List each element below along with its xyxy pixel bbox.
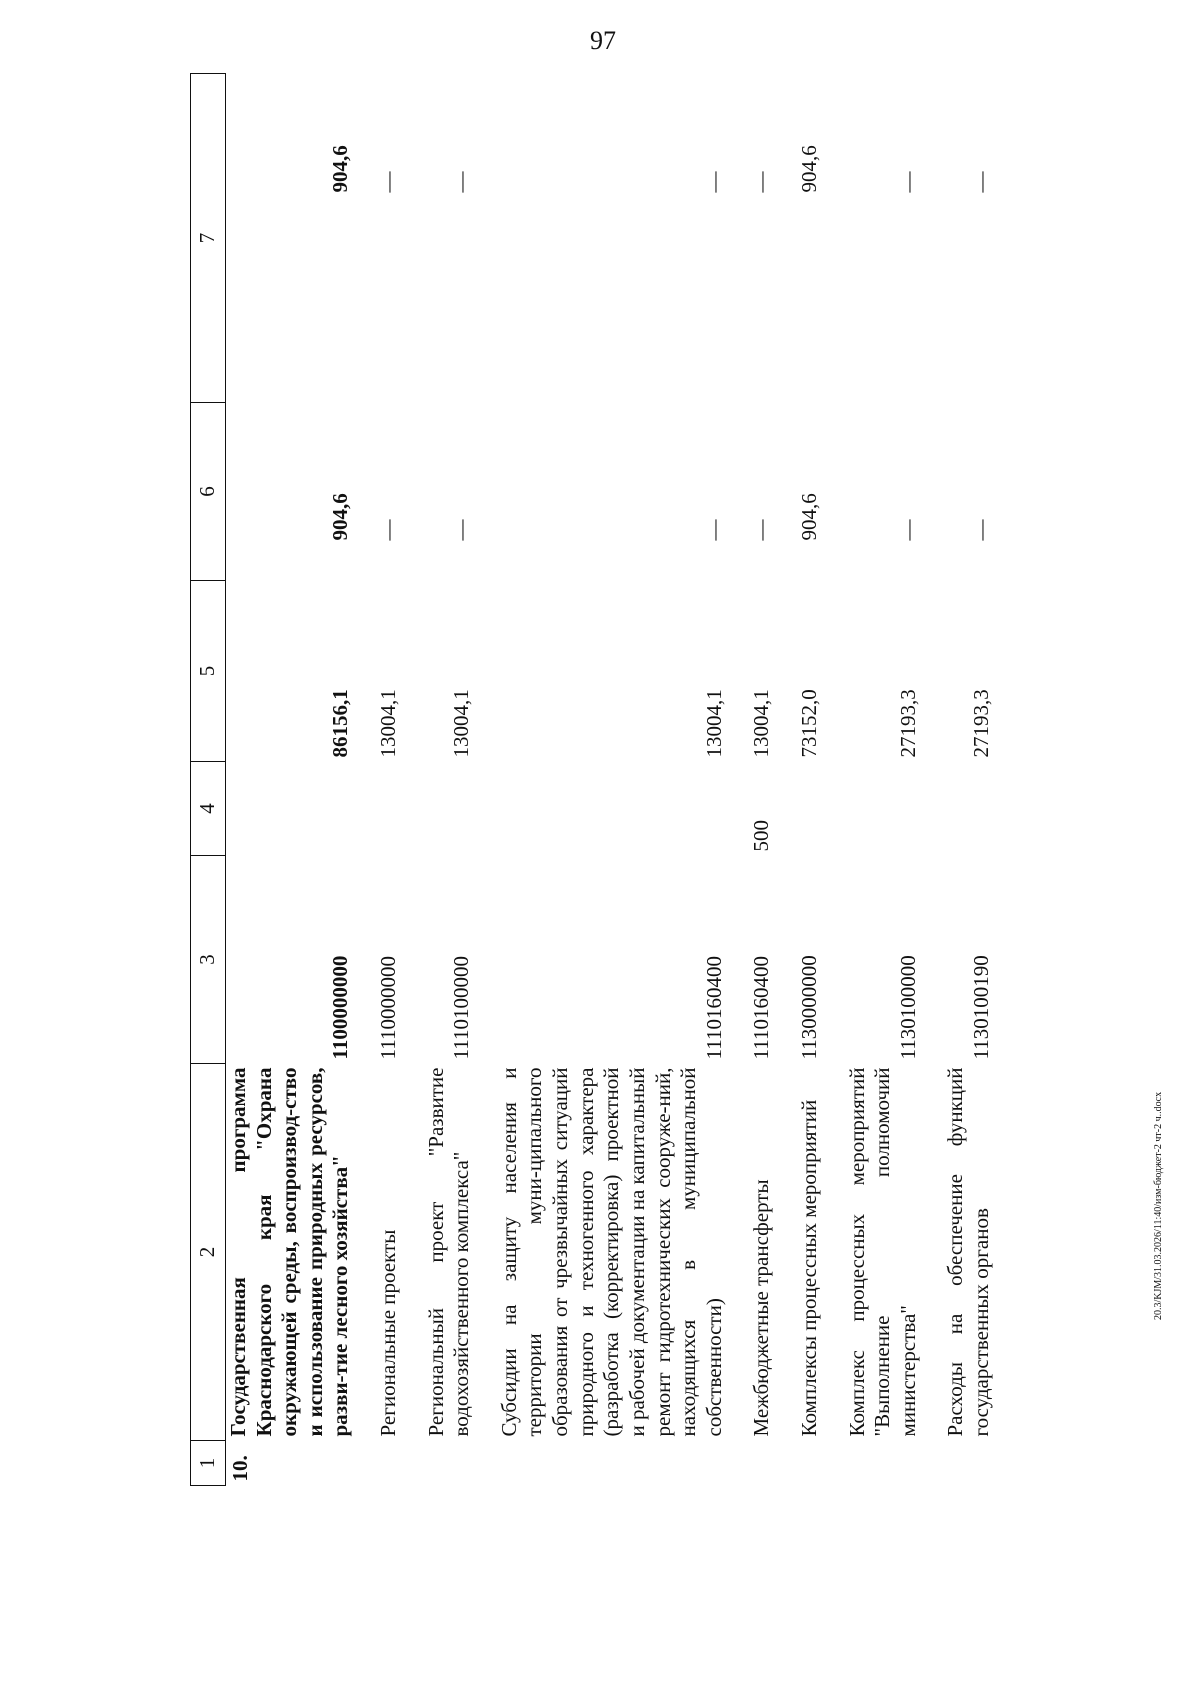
row-sum-7: —: [376, 171, 401, 193]
row-sum-7: —: [895, 171, 920, 193]
page-number: 97: [590, 26, 616, 55]
row-code: 1100000000: [328, 955, 353, 1060]
row-sum-7: —: [701, 171, 726, 193]
row-name: Субсидии на защиту населения и территории муни-ципального образования от чрезвычайных ситуаций природного и техногенного характера (разработка (корректировка) проектной и рабочей документации на капитальный ремонт гидротехнических сооруже-ний, находящихся в муниципальной собственности): [496, 1067, 726, 1437]
row-type: [376, 762, 424, 856]
row-name: Региональный проект "Развитие водохозяйственного комплекса": [423, 1067, 474, 1437]
column-header-4: 4: [191, 762, 226, 856]
row-name: Межбюджетные трансферты: [749, 1179, 774, 1437]
row-code: 1110000000: [376, 956, 401, 1060]
row-sum-5: 13004,1: [701, 689, 726, 758]
row-sum-7: 904,6: [796, 145, 821, 193]
row-name: Комплекс процессных мероприятий "Выполнение полномочий министерства": [844, 1067, 920, 1437]
column-header-2: 2: [191, 1064, 226, 1441]
row-number: 10.: [228, 1455, 252, 1482]
row-sum-6: —: [969, 519, 994, 541]
row-sum-5: 27193,3: [969, 689, 994, 758]
column-header-1: 1: [191, 1441, 226, 1486]
table-row: [797, 74, 845, 1486]
row-number: [376, 1441, 424, 1486]
row-sum-5: 13004,1: [749, 689, 774, 758]
table-header-row: [191, 74, 226, 1486]
row-type: [497, 762, 749, 856]
row-code: 1130000000: [796, 955, 821, 1060]
table-row: [226, 74, 377, 1486]
row-type: [845, 762, 944, 856]
row-number: [845, 1441, 944, 1486]
row-type: [797, 762, 845, 856]
row-sum-7: —: [449, 171, 474, 193]
budget-table: [190, 73, 1017, 1486]
row-number: [749, 1441, 797, 1486]
row-name: Расходы на обеспечение функций государственных органов: [943, 1067, 994, 1437]
row-name: Комплексы процессных мероприятий: [796, 1099, 821, 1437]
row-type: [424, 762, 497, 856]
column-header-5: 5: [191, 581, 226, 762]
column-header-6: 6: [191, 403, 226, 581]
row-sum-5: 27193,3: [895, 689, 920, 758]
row-sum-6: —: [449, 519, 474, 541]
row-type: [226, 762, 377, 856]
row-sum-5: 13004,1: [376, 689, 401, 758]
row-type: [943, 762, 1016, 856]
row-code: 1110160400: [749, 956, 774, 1060]
row-sum-7: 904,6: [328, 145, 353, 193]
table-row: [376, 74, 424, 1486]
row-sum-5: 73152,0: [796, 689, 821, 758]
row-number: [497, 1441, 749, 1486]
table-row: [845, 74, 944, 1486]
row-number: [424, 1441, 497, 1486]
row-sum-5: 13004,1: [449, 689, 474, 758]
row-sum-6: 904,6: [796, 493, 821, 541]
footer-file-path: 20.3/KJM/31.03.2026/11:40/изм-бюджет-2 чт-2 ч..docx: [1153, 1091, 1164, 1320]
table-row: [749, 74, 797, 1486]
row-sum-6: 904,6: [328, 493, 353, 541]
row-sum-6: —: [749, 519, 774, 541]
row-code: 1130100000: [895, 955, 920, 1060]
row-sum-7: —: [749, 171, 774, 193]
column-header-3: 3: [191, 856, 226, 1064]
row-sum-6: —: [701, 519, 726, 541]
row-name: Региональные проекты: [376, 1229, 401, 1437]
row-code: 1110100000: [449, 956, 474, 1060]
row-name: Государственная программа Краснодарского края "Охрана окружающей среды, воспроизвод-ство и использование природных ресурсов, разви-тие лесного хозяйства": [226, 1067, 353, 1437]
row-number: [797, 1441, 845, 1486]
budget-table-sheet: [190, 74, 1068, 1486]
row-sum-6: —: [895, 519, 920, 541]
row-code: 1130100190: [969, 955, 994, 1060]
table-row: [943, 74, 1016, 1486]
table-row: [424, 74, 497, 1486]
row-type: 500: [749, 820, 774, 852]
row-code: 1110160400: [701, 956, 726, 1060]
row-sum-7: —: [969, 171, 994, 193]
column-header-7: 7: [191, 74, 226, 403]
table-row: [497, 74, 749, 1486]
row-sum-5: 86156,1: [328, 689, 353, 758]
row-sum-6: —: [376, 519, 401, 541]
row-number: [943, 1441, 1016, 1486]
